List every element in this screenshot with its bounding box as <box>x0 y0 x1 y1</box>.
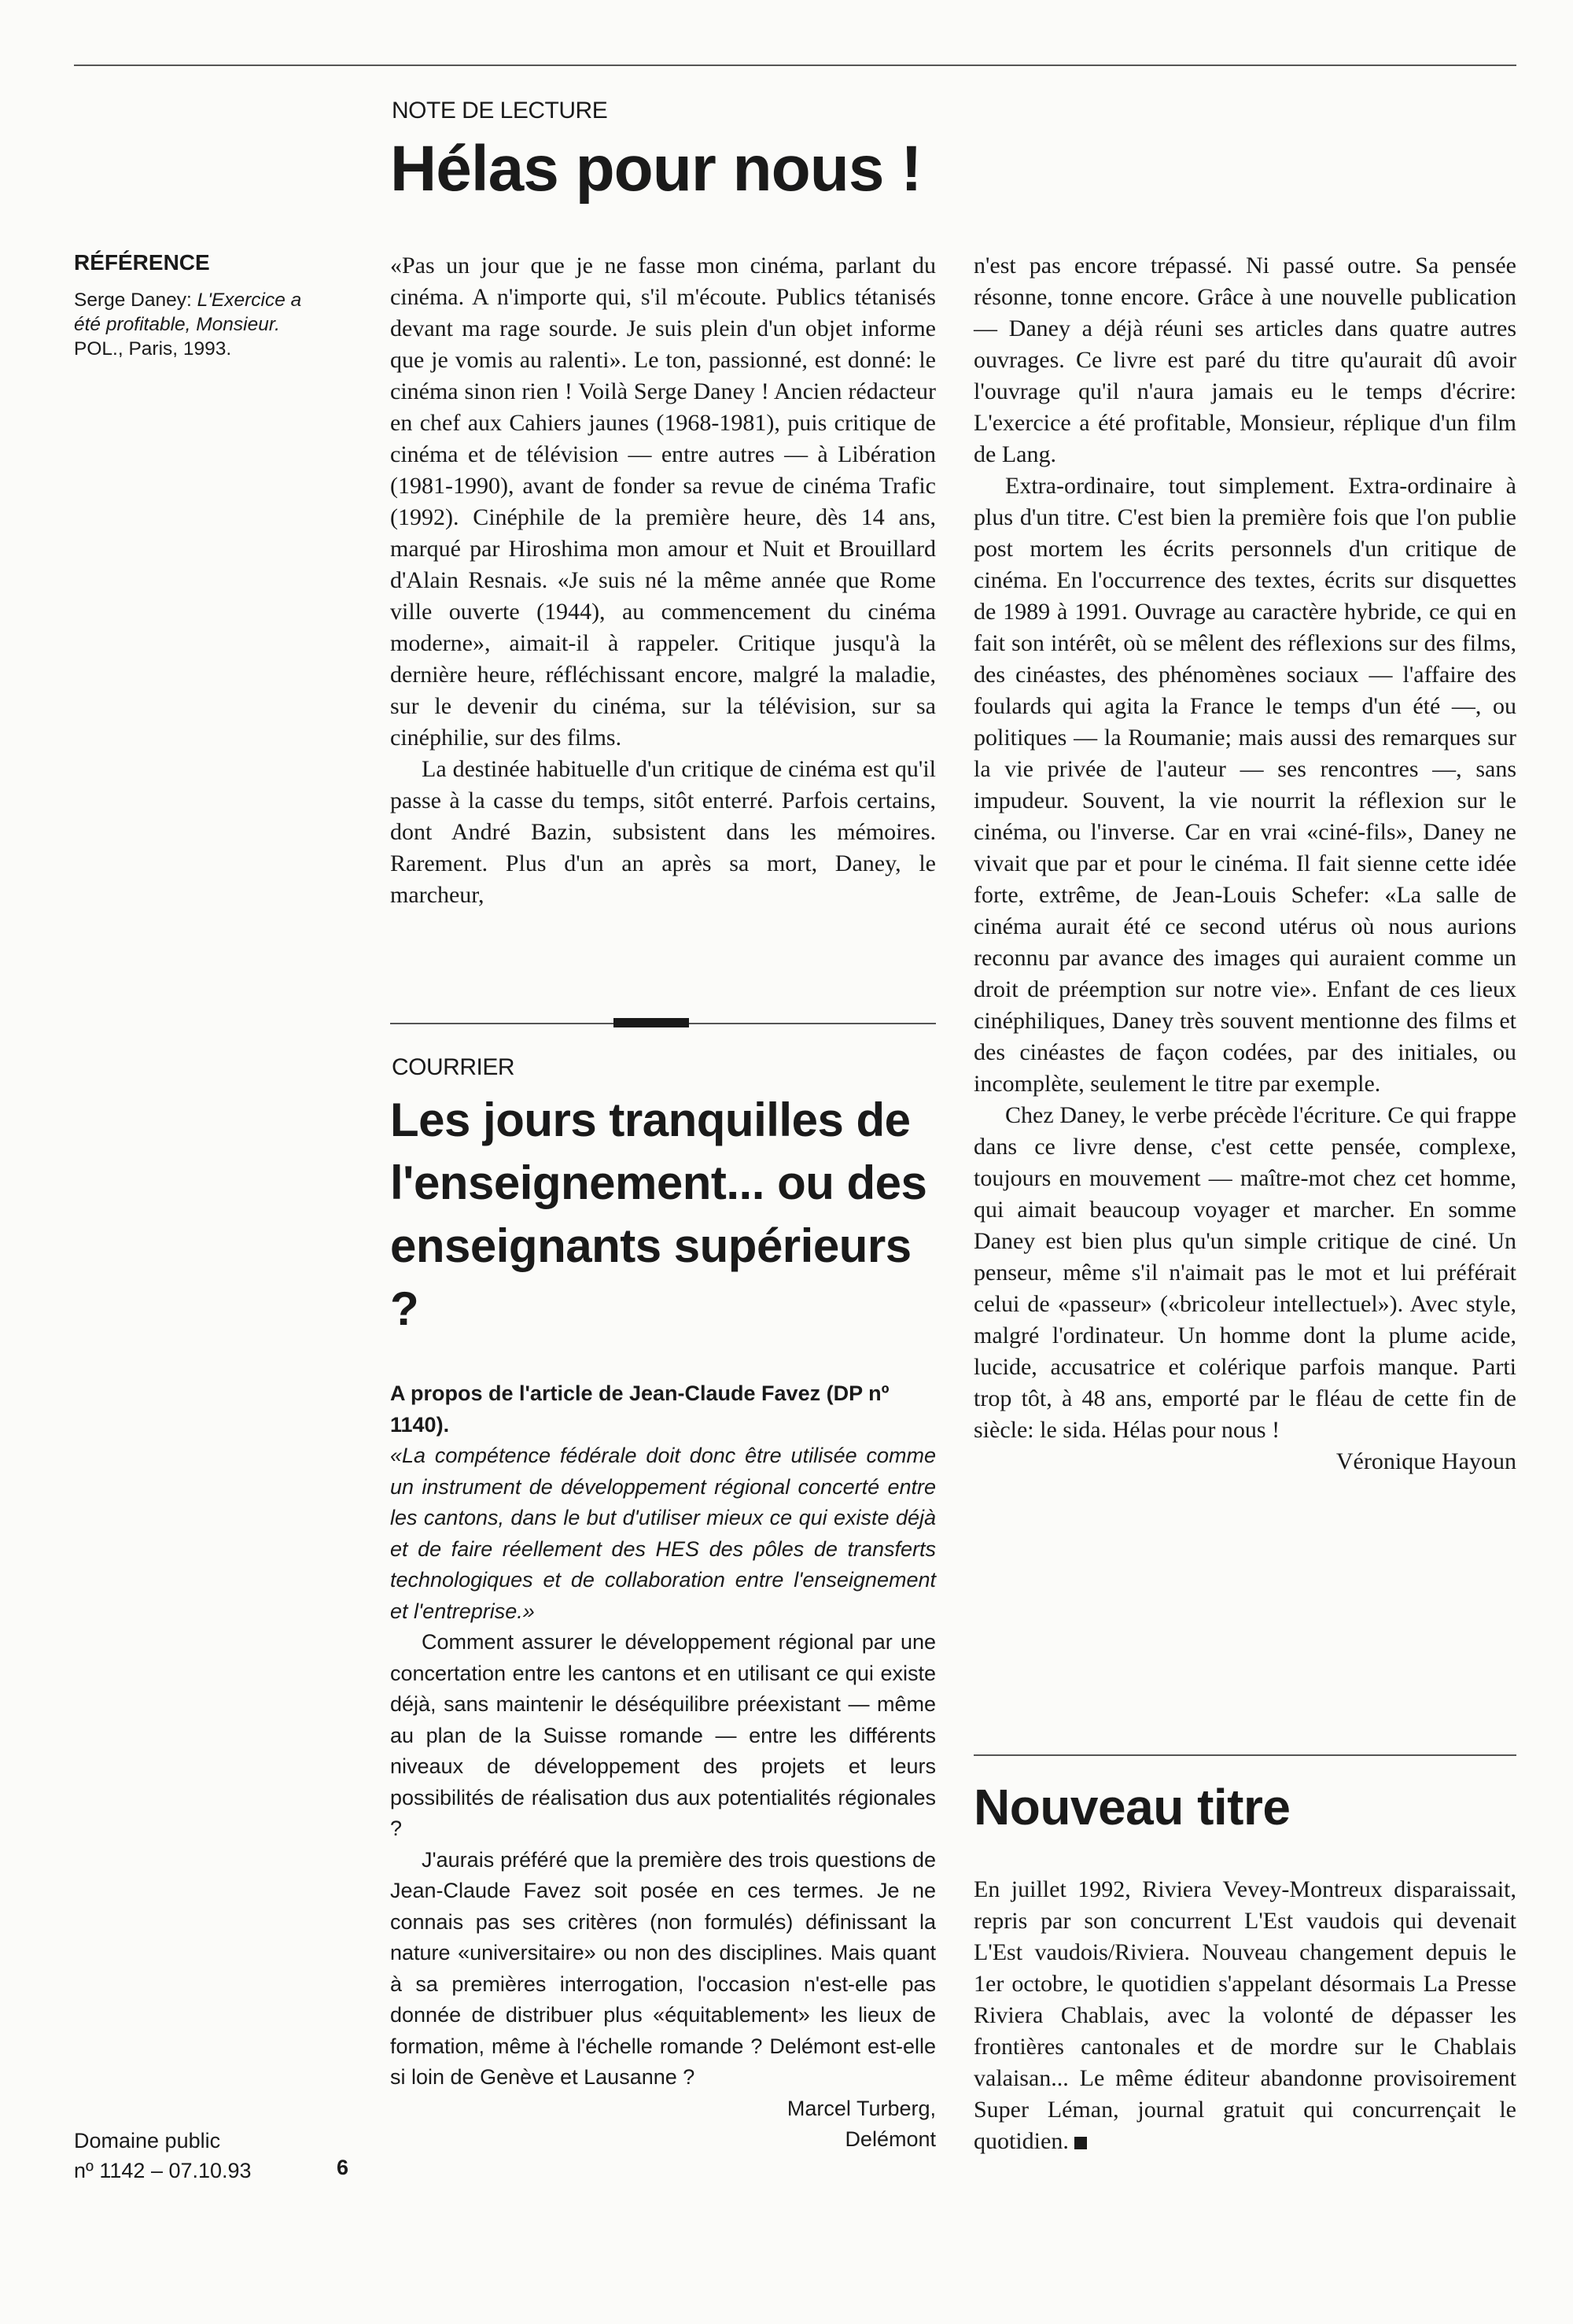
reference-text <box>74 288 333 361</box>
reference-author: Serge Daney: <box>74 290 197 311</box>
page-number: 6 <box>337 2156 349 2179</box>
review-signature: Véronique Hayoun <box>1335 1448 1516 1474</box>
letter-paragraph: J'aurais préféré que la première des trois questions de Jean-Claude Favez soit posée en ces termes. Je ne connais pas ses critères (non formulés) définissant la nature «universitaire» ou non des disciplines. Mais quant à sa premières interrogation, l'occasion n'est-elle pas donnée de distribuer plus «équitablement» les lieux de formation, même à l'échelle romande ? Delémont est-elle si loin de Genève et Lausanne ? <box>390 1847 936 2089</box>
review-paragraph: Chez Daney, le verbe précède l'écriture. Ce qui frappe dans ce livre dense, c'est cette pensée, complexe, toujours en mouvement — maître-mot chez cet homme, qui aimait beaucoup voyager et marcher. En somme Daney est bien plus qu'un simple critique de ciné. Un penseur, même s'il n'aimait pas le mot et lui préférait celui de «passeur» («bricoleur intellectuel»). Avec style, malgré l'ordinateur. Un homme dont la plume acide, lucide, accusatrice et colérique parfois manque. Parti trop tôt, à 48 ans, emporté par le fléau de cette fin de siècle: le sida. Hélas pour nous ! <box>974 1102 1516 1443</box>
letter-signature-name: Marcel Turberg, <box>786 2096 936 2120</box>
reference-publisher: POL., Paris, 1993. <box>74 338 232 360</box>
section-kicker-review: NOTE DE LECTURE <box>392 98 608 124</box>
new-title-paragraph: En juillet 1992, Riviera Vevey-Montreux disparaissait, repris par son concurrent L'Est vaudois qui devenait L'Est vaudois/Riviera. Nouveau changement depuis le 1er octobre, le quotidien s'appelant désormais La Presse Riviera Chablais, avec la volonté de dépasser les frontières cantonales et de mordre sur le Chablais valaisan... Le même éditeur abandonne provisoirement Super Léman, journal gratuit qui concurrençait le quotidien. <box>974 1876 1516 2154</box>
letter-signature-place: Delémont <box>845 2127 936 2151</box>
section-kicker-letter: COURRIER <box>392 1054 515 1080</box>
new-title-column <box>974 1874 1516 2157</box>
divider-mark <box>613 1018 689 1027</box>
footer-publication-block <box>74 2126 252 2186</box>
review-column-1 <box>390 250 936 911</box>
end-mark-icon <box>1074 2137 1087 2149</box>
top-rule <box>74 65 1516 66</box>
review-column-2 <box>974 250 1516 1477</box>
letter-paragraph: Comment assurer le développement régional par une concertation entre les cantons et en utilisant ce qui existe déjà, sans maintenir le déséquilibre préexistant — même au plan de la Suisse romande — entre les différents niveaux de développement des projets et leurs possibilités de réalisation dus aux potentialités régionales ? <box>390 1630 936 1840</box>
reference-label: RÉFÉRENCE <box>74 250 210 275</box>
review-paragraph: «Pas un jour que je ne fasse mon cinéma, parlant du cinéma. A n'importe qui, s'il m'écoute. Publics tétanisés devant ma rage sourde. Je suis plein d'un objet informe que je vomis au ralenti». Le ton, passionné, est donné: le cinéma sinon rien ! Voilà Serge Daney ! Ancien rédacteur en chef aux Cahiers jaunes (1968-1981), puis critique de cinéma et de télévision — entre autres — à Libération (1981-1990), avant de fonder sa revue de cinéma Trafic (1992). Cinéphile de la première heure, dès 14 ans, marqué par Hiroshima mon amour et Nuit et Brouillard d'Alain Resnais. «Je suis né la même année que Rome ville ouverte (1944), au commencement du cinéma moderne», aimait-il à rappeler. Critique jusqu'à la dernière heure, réfléchissant encore, malgré la maladie, sur le devenir du cinéma, sur la télévision, sur sa cinéphilie, sur des films. <box>390 253 936 751</box>
letter-subtitle: A propos de l'article de Jean-Claude Favez (DP nº 1140). <box>390 1381 890 1437</box>
headline-review: Hélas pour nous ! <box>390 133 922 205</box>
new-title-text <box>974 1874 1516 2157</box>
letter-column <box>390 1378 936 2156</box>
footer-publication: Domaine public <box>74 2129 221 2152</box>
reference-title: L'Exercice a été profitable, Monsieur. <box>74 290 302 335</box>
footer-issue: nº 1142 – 07.10.93 <box>74 2159 252 2182</box>
right-column-rule <box>974 1754 1516 1756</box>
headline-letter: Les jours tranquilles de l'enseignement... ou des enseignants supérieurs ? <box>390 1094 927 1335</box>
review-paragraph: Extra-ordinaire, tout simplement. Extra-ordinaire à plus d'un titre. C'est bien la première fois que l'on publie post mortem les écrits personnels d'un critique de cinéma. En l'occurrence des textes, écrits sur disquettes de 1989 à 1991. Ouvrage au caractère hybride, ce qui en fait son intérêt, où se mêlent des réflexions sur des films, des cinéastes, des phénomènes sociaux — l'affaire des foulards qui agita la France le temps d'un été —, ou politiques — la Roumanie; mais aussi des remarques sur la vie privée de l'auteur — ses rencontres —, sans impudeur. Souvent, la vie nourrit la réflexion sur le cinéma, ou l'inverse. Car en vrai «ciné-fils», Daney ne vivait que par et pour le cinéma. Il fait sienne cette idée forte, extrême, de Jean-Louis Schefer: «La salle de cinéma aurait été ce second utérus où nous aurions reconnu par avance des images qui auraient comme un droit de préemption sur notre vie». Enfant de ces lieux cinéphiliques, Daney très souvent mentionne des films et des cinéastes de façon codées, par des initiales, ou incomplète, seulement le titre par exemple. <box>974 473 1516 1097</box>
review-paragraph: La destinée habituelle d'un critique de cinéma est qu'il passe à la casse du temps, sitôt enterré. Parfois certains, dont André Bazin, subsistent dans les mémoires. Rarement. Plus d'un an après sa mort, Daney, le marcheur, <box>390 756 936 908</box>
headline-new-title: Nouveau titre <box>974 1779 1291 1835</box>
letter-quote: «La compétence fédérale doit donc être utilisée comme un instrument de développement régional concerté entre les cantons, dans le but d'utiliser mieux ce qui existe déjà et de faire réellement des HES des pôles de transferts technologiques et de collaboration entre l'enseignement et l'entreprise.» <box>390 1444 936 1623</box>
review-paragraph: n'est pas encore trépassé. Ni passé outre. Sa pensée résonne, tonne encore. Grâce à une nouvelle publication — Daney a déjà réuni ses articles dans quatre autres ouvrages. Ce livre est paré du titre qu'aurait dû avoir l'ouvrage qu'il n'aura jamais eu le temps d'écrire: L'exercice a été profitable, Monsieur, réplique d'un film de Lang. <box>974 253 1516 467</box>
